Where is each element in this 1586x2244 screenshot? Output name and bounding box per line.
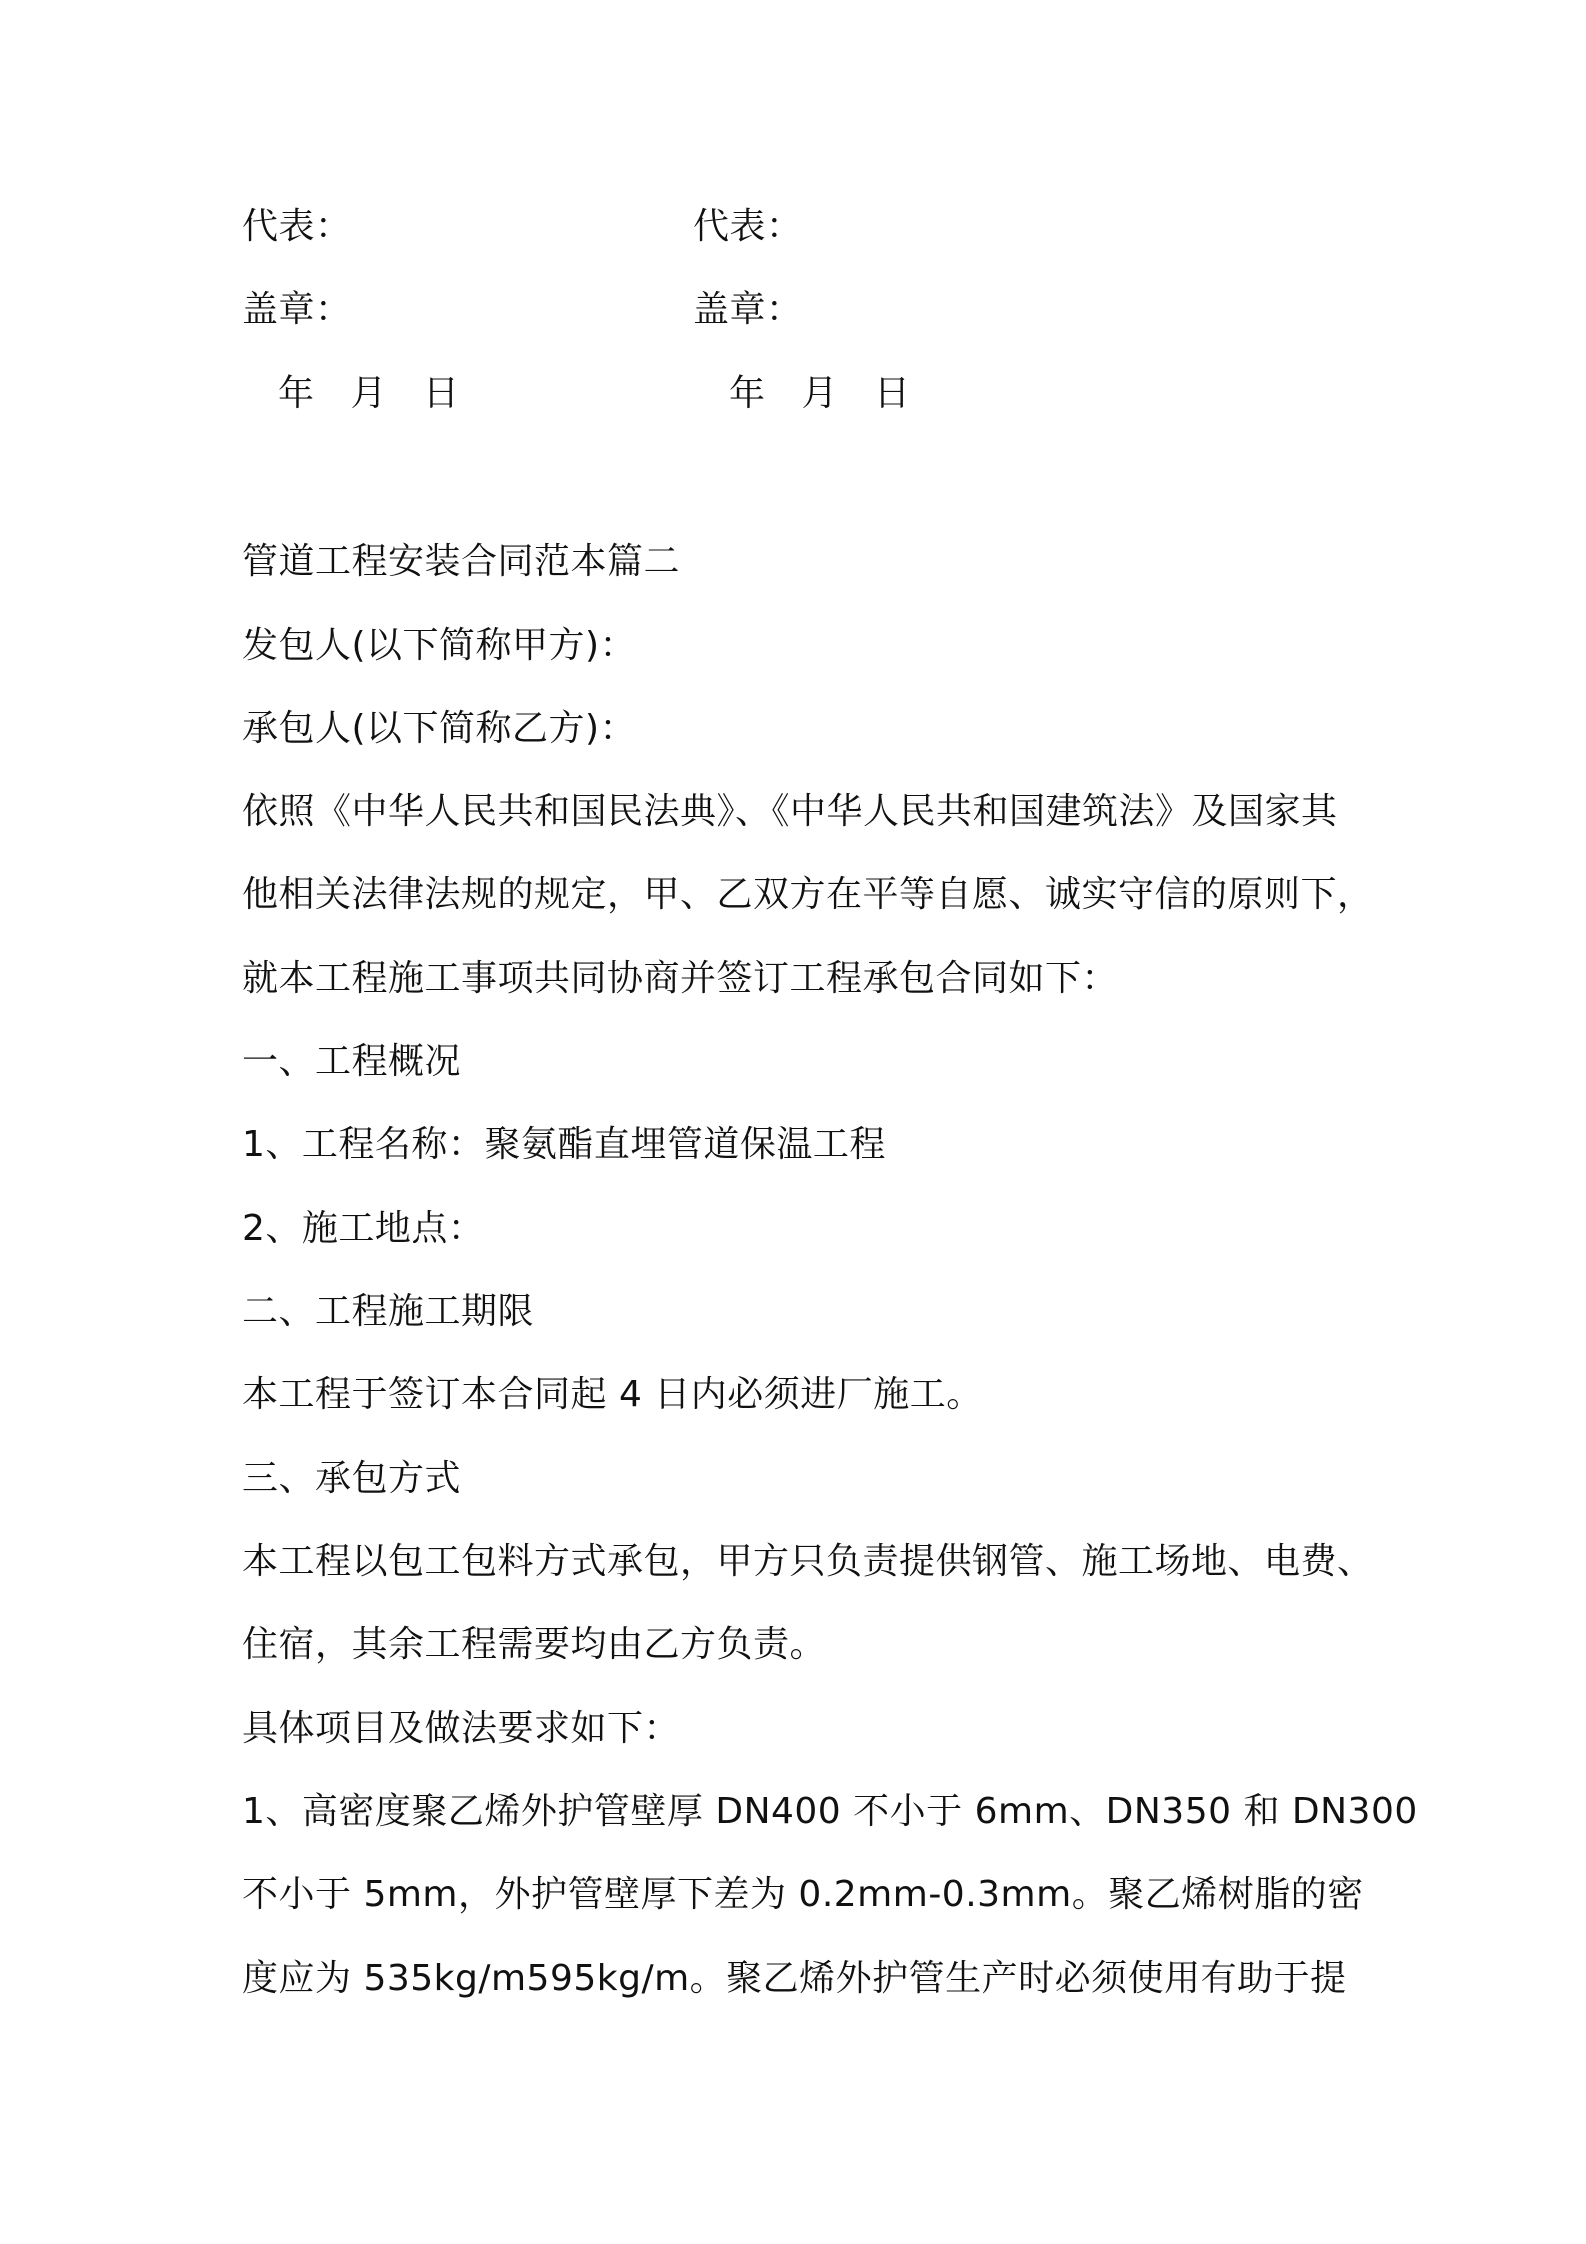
- party-b-line: 承包人(以下简称乙方)：: [242, 708, 637, 749]
- section3-heading: 三、承包方式: [242, 1458, 462, 1499]
- intro-line-3: 就本工程施工事项共同协商并签订工程承包合同如下：: [242, 958, 1119, 999]
- left-representative-label: 代表：: [242, 206, 352, 247]
- section2-text: 本工程于签订本合同起 4 日内必须进厂施工。: [242, 1374, 983, 1415]
- party-a-line: 发包人(以下简称甲方)：: [242, 625, 637, 666]
- intro-line-2: 他相关法律法规的规定，甲、乙双方在平等自愿、诚实守信的原则下，: [242, 874, 1374, 915]
- right-seal-label: 盖章：: [693, 289, 803, 330]
- requirements-line-2: 不小于 5mm，外护管壁厚下差为 0.2mm-0.3mm。聚乙烯树脂的密: [242, 1874, 1364, 1915]
- requirements-line-1: 1、高密度聚乙烯外护管壁厚 DN400 不小于 6mm、DN350 和 DN300: [242, 1791, 1418, 1832]
- requirements-heading: 具体项目及做法要求如下：: [242, 1708, 681, 1749]
- section1-item-1: 1、工程名称：聚氨酯直埋管道保温工程: [242, 1124, 886, 1165]
- section3-text-line-1: 本工程以包工包料方式承包，甲方只负责提供钢管、施工场地、电费、: [242, 1541, 1374, 1582]
- left-date-month: 月: [350, 373, 388, 414]
- left-date-year: 年: [278, 373, 315, 414]
- section1-heading: 一、工程概况: [242, 1041, 462, 1082]
- right-date-month: 月: [801, 373, 839, 414]
- section3-text-line-2: 住宿，其余工程需要均由乙方负责。: [242, 1624, 827, 1665]
- document-title: 管道工程安装合同范本篇二: [242, 541, 681, 582]
- right-representative-label: 代表：: [693, 206, 803, 247]
- left-seal-label: 盖章：: [242, 289, 352, 330]
- right-date-day: 日: [874, 373, 911, 414]
- requirements-line-3: 度应为 535kg/m595kg/m。聚乙烯外护管生产时必须使用有助于提: [242, 1958, 1347, 1999]
- section1-item-2: 2、施工地点：: [242, 1208, 485, 1249]
- intro-line-1: 依照《中华人民共和国民法典》、《中华人民共和国建筑法》及国家其: [242, 791, 1338, 832]
- section2-heading: 二、工程施工期限: [242, 1291, 535, 1332]
- left-date-day: 日: [423, 373, 460, 414]
- left-date-line: [278, 372, 460, 416]
- right-date-line: [729, 372, 911, 416]
- right-date-year: 年: [729, 373, 766, 414]
